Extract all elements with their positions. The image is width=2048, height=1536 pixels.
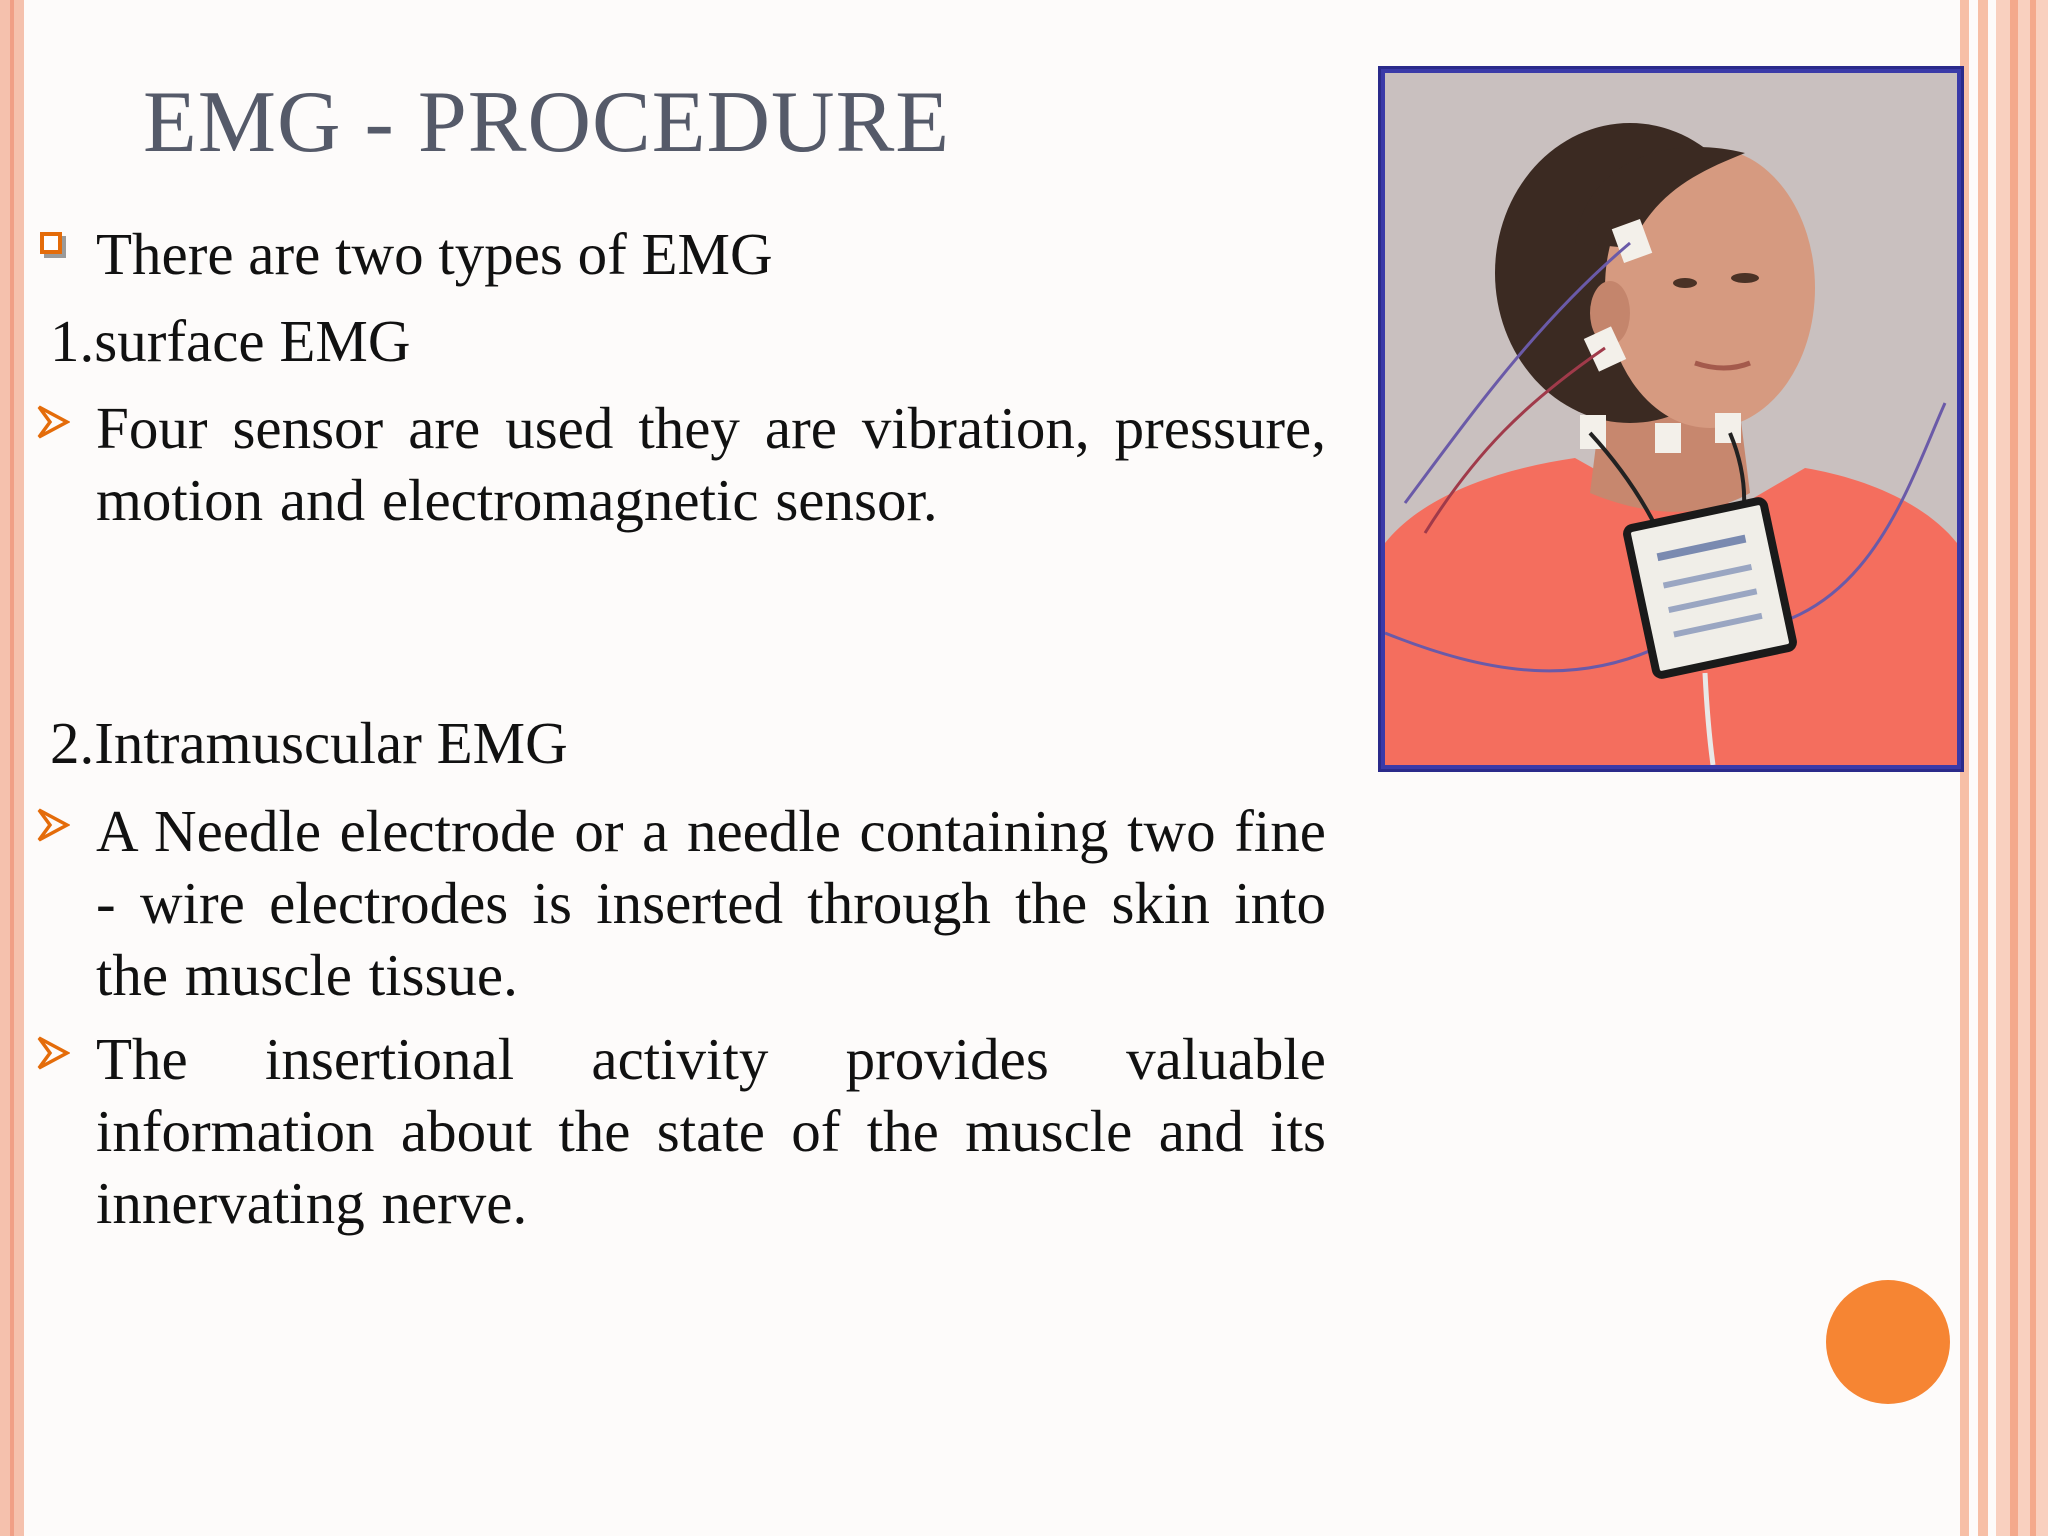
intro-text: There are two types of EMG [96,221,773,287]
right-border-stripe [2030,0,2036,1536]
right-border-stripe [1978,0,1988,1536]
arrowhead-bullet-icon [36,404,70,440]
arrowhead-bullet-icon [36,807,70,843]
type2-heading: 2.Intramuscular EMG [50,710,568,776]
type2-point: The insertional activity provides valuable information about the state of the muscle and its innervating nerve. [96,1026,1326,1236]
slide-title: EMG - PROCEDURE [143,74,951,171]
arrowhead-bullet-icon [36,1035,70,1071]
right-border-stripe [2010,0,2018,1536]
left-border-inner-stripe [10,0,14,1536]
emg-patient-photo [1378,66,1964,772]
orange-circle-decoration [1826,1280,1950,1404]
type1-heading: 1.surface EMG [50,308,411,374]
type1-point: Four sensor are used they are vibration, pressure, motion and electromagnetic sensor. [96,395,1326,533]
checkbox-square-bullet-icon [40,232,62,254]
right-border-band [1996,0,2048,1536]
photo-illustration [1385,73,1957,765]
type2-point: A Needle electrode or a needle containing two fine - wire electrodes is inserted through the skin into the muscle tissue. [96,798,1326,1008]
